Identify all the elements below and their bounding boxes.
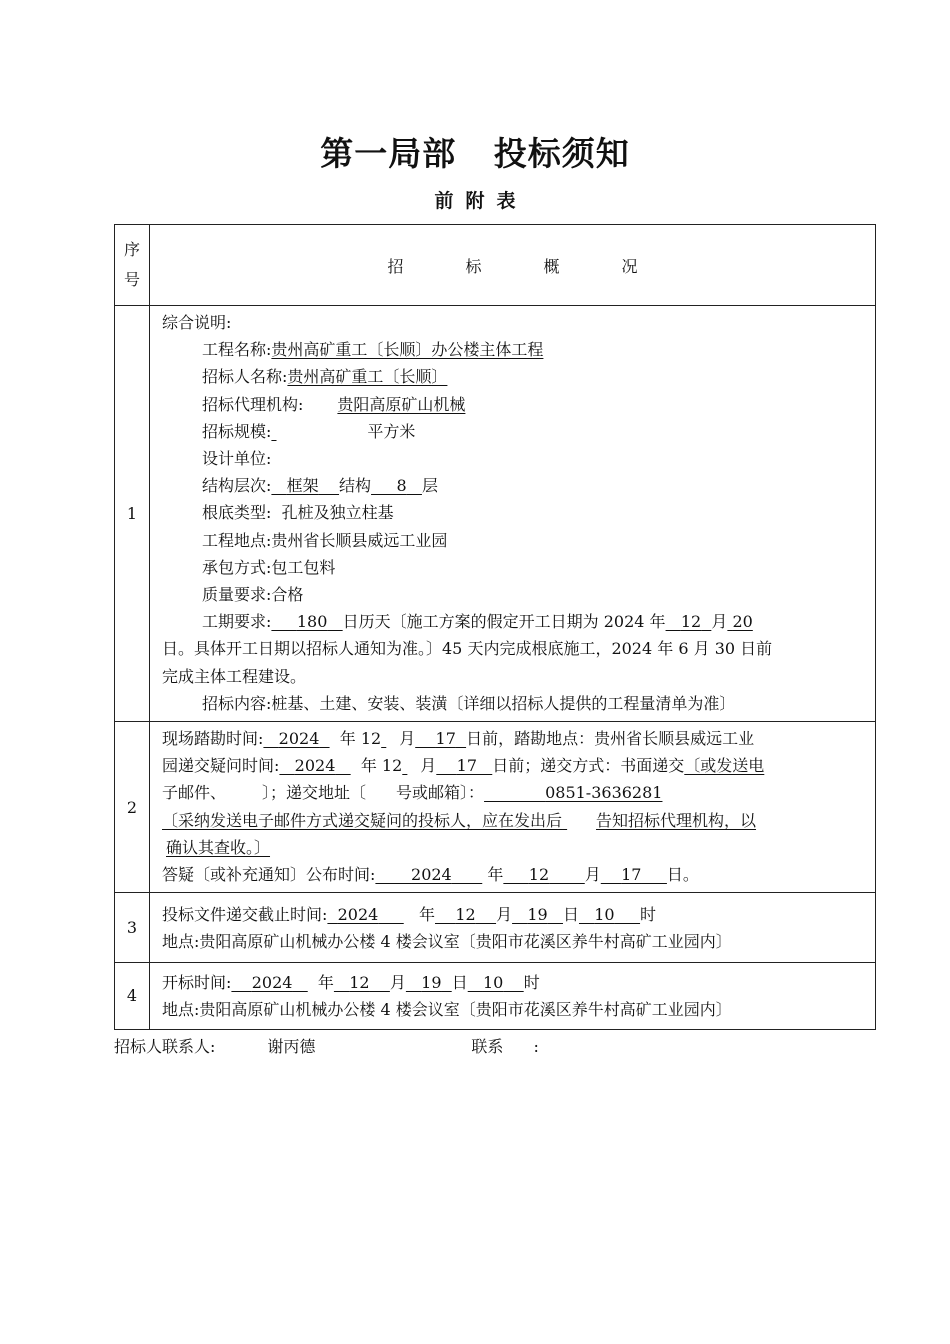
question-day-value: 17: [456, 756, 477, 776]
field-label: 工程名称:: [202, 340, 272, 360]
field-label: 招标人名称:: [202, 367, 288, 387]
address-text: 子邮件、: [162, 783, 227, 803]
scale-unit: 平方米: [367, 421, 416, 441]
question-year-unit: 年 12: [360, 756, 403, 776]
header-summary-char: 概: [543, 256, 560, 276]
intro-line: 综合说明:: [162, 313, 232, 332]
field-label: 结构层次:: [202, 476, 272, 496]
location-value: 贵州省长顺县威远工业园: [271, 530, 448, 550]
field-label: 招标规模:: [202, 421, 272, 441]
agency-value: 贵阳高原矿山机械: [337, 394, 466, 414]
field-label: 承包方式:: [202, 557, 272, 577]
project-name-value: 贵州高矿重工〔长顺〕办公楼主体工程: [271, 340, 544, 360]
deadline-month-value: 12: [455, 905, 476, 925]
row-number: 2: [115, 722, 150, 893]
visit-year-value: 2024: [278, 729, 320, 749]
note-line-2: [162, 834, 867, 861]
field-label: 现场踏勘时间:: [162, 729, 264, 749]
deadline-year-value: 2024: [337, 905, 379, 925]
foundation-value: 孔桩及独立柱基: [281, 503, 394, 523]
tenderer-line: [162, 363, 867, 390]
field-label: 地点:: [162, 999, 200, 1019]
note-text: 〔采纳发送电子邮件方式递交疑问的投标人，应在发出后: [162, 810, 563, 830]
opening-day-value: 19: [421, 972, 442, 992]
reply-line: [162, 861, 867, 888]
place-value: 贵阳高原矿山机械办公楼 4 楼会议室〔贵阳市花溪区养牛村高矿工业园内〕: [199, 999, 732, 1019]
place-line: [162, 996, 867, 1023]
reply-year-value: 2024: [411, 865, 452, 885]
day-unit: 日: [451, 972, 468, 992]
visit-line: [162, 725, 867, 752]
project-name-line: [162, 336, 867, 363]
visit-month-unit: 月: [399, 729, 416, 749]
row-content: [150, 962, 876, 1029]
period-line: [162, 608, 867, 635]
table-row: [115, 893, 876, 962]
tender-table: [114, 224, 876, 1030]
header-summary-char: 标: [465, 256, 482, 276]
field-label: 招标代理机构:: [202, 394, 304, 414]
deadline-line: [162, 901, 867, 928]
header-num-char: 号: [123, 270, 140, 289]
contact-label: 招标人联系人:: [114, 1037, 216, 1056]
phone-value: 0851-3636281: [545, 783, 663, 803]
quality-line: [162, 581, 867, 608]
foundation-line: [162, 499, 867, 526]
contract-value: 包工包料: [271, 557, 336, 577]
visit-day-value: 17: [435, 729, 456, 749]
visit-year-unit: 年 12: [339, 729, 382, 749]
reply-month-unit: 月: [584, 865, 601, 885]
header-num-cell: [115, 225, 150, 306]
contract-line: [162, 554, 867, 581]
scale-blank: [271, 418, 367, 445]
header-summary-cell: [150, 225, 876, 306]
subtitle-char: 前: [434, 190, 454, 212]
year-unit: 年: [419, 905, 436, 925]
subtitle-char: 表: [496, 190, 516, 212]
question-line: [162, 752, 867, 779]
opening-hour-value: 10: [482, 972, 504, 992]
opening-month-value: 12: [349, 972, 370, 992]
period-day-value: 20: [732, 612, 753, 632]
deadline-day-value: 19: [527, 905, 548, 925]
row-content: [150, 893, 876, 962]
table-header-row: [115, 225, 876, 306]
scale-line: [162, 418, 867, 445]
field-label: 根底类型:: [202, 503, 272, 523]
question-suffix: 日前；递交方式：书面递交: [492, 756, 685, 776]
field-label: 答疑〔或补充通知〕公布时间:: [162, 865, 376, 885]
opening-line: [162, 969, 867, 996]
row-number: 1: [115, 306, 150, 722]
row-content: [150, 722, 876, 893]
header-num-char: 序: [123, 240, 140, 259]
day-unit: 日: [562, 905, 579, 925]
period-line-3: 完成主体工程建设。: [162, 666, 307, 686]
row-number: 3: [115, 893, 150, 962]
design-line: 设计单位:: [202, 449, 272, 469]
structure-line: [162, 472, 867, 499]
field-label: 工程地点:: [202, 530, 272, 550]
question-year-value: 2024: [294, 756, 336, 776]
quality-value: 合格: [271, 585, 304, 605]
field-label: 地点:: [162, 932, 200, 952]
contact-line: [114, 1034, 539, 1057]
place-line: [162, 928, 867, 955]
period-month-unit: 月: [711, 612, 728, 632]
contact-name: 谢丙德: [267, 1037, 316, 1056]
month-unit: 月: [496, 905, 513, 925]
note-text: 确认其查收。〕: [166, 837, 271, 857]
phone-colon: :: [533, 1037, 539, 1056]
header-summary-char: 招: [387, 256, 404, 276]
month-unit: 月: [389, 972, 406, 992]
field-label: 工期要求:: [202, 612, 272, 632]
question-month-unit: 月: [420, 756, 437, 776]
phone-label: 联系: [471, 1037, 504, 1056]
document-title: 第一局部 投标须知: [320, 134, 630, 173]
table-row: [115, 962, 876, 1029]
document-subtitle: [0, 186, 950, 213]
reply-day-unit: 日。: [666, 865, 699, 885]
structure-type-value: 框架: [286, 476, 319, 496]
row-number: 4: [115, 962, 150, 1029]
address-text: 〕；递交地址〔: [262, 783, 367, 803]
question-suffix-underlined: 〔或发送电: [684, 756, 765, 776]
place-value: 贵阳高原矿山机械办公楼 4 楼会议室〔贵阳市花溪区养牛村高矿工业园内〕: [199, 932, 732, 952]
field-label: 开标时间:: [162, 972, 232, 992]
tenderer-value: 贵州高矿重工〔长顺〕: [287, 367, 448, 387]
period-days-value: 180: [296, 612, 328, 632]
location-line: [162, 527, 867, 554]
subtitle-char: 附: [465, 190, 485, 212]
note-line-1: [162, 807, 867, 834]
note-text: 告知招标代理机构，以: [596, 810, 757, 830]
field-label: 投标文件递交截止时间:: [162, 905, 328, 925]
hour-unit: 时: [640, 905, 657, 925]
field-label: 结构: [339, 476, 372, 496]
period-line-2: 日。具体开工日期以招标人通知为准。〕45 天内完成根底施工，2024 年 6 月 30 日前: [162, 639, 773, 659]
field-label: 招标内容:: [202, 693, 272, 713]
opening-year-value: 2024: [251, 972, 293, 992]
period-text: 日历天〔施工方案的假定开工日期为 2024 年: [342, 612, 666, 632]
content-value: 桩基、土建、安装、装潢〔详细以招标人提供的工程量清单为准〕: [271, 693, 736, 713]
period-month-value: 12: [680, 612, 702, 632]
agency-line: [162, 391, 867, 418]
reply-month-value: 12: [528, 865, 550, 885]
row-content: [150, 306, 876, 722]
deadline-hour-value: 10: [594, 905, 615, 925]
visit-suffix: 日前，踏勘地点：贵州省长顺县威远工业: [466, 729, 755, 749]
hour-unit: 时: [523, 972, 540, 992]
reply-day-value: 17: [621, 865, 642, 885]
table-row: [115, 722, 876, 893]
floors-unit: 层: [421, 476, 438, 496]
address-line: [162, 779, 867, 806]
address-text: 号或邮箱〕：: [396, 783, 485, 803]
reply-year-unit: 年: [487, 865, 504, 885]
content-line: [162, 690, 867, 717]
header-summary-char: 况: [621, 256, 638, 276]
field-label: 园递交疑问时间:: [162, 756, 280, 776]
floors-value: 8: [396, 476, 407, 496]
field-label: 质量要求:: [202, 585, 272, 605]
year-unit: 年: [317, 972, 334, 992]
table-row: [115, 306, 876, 722]
